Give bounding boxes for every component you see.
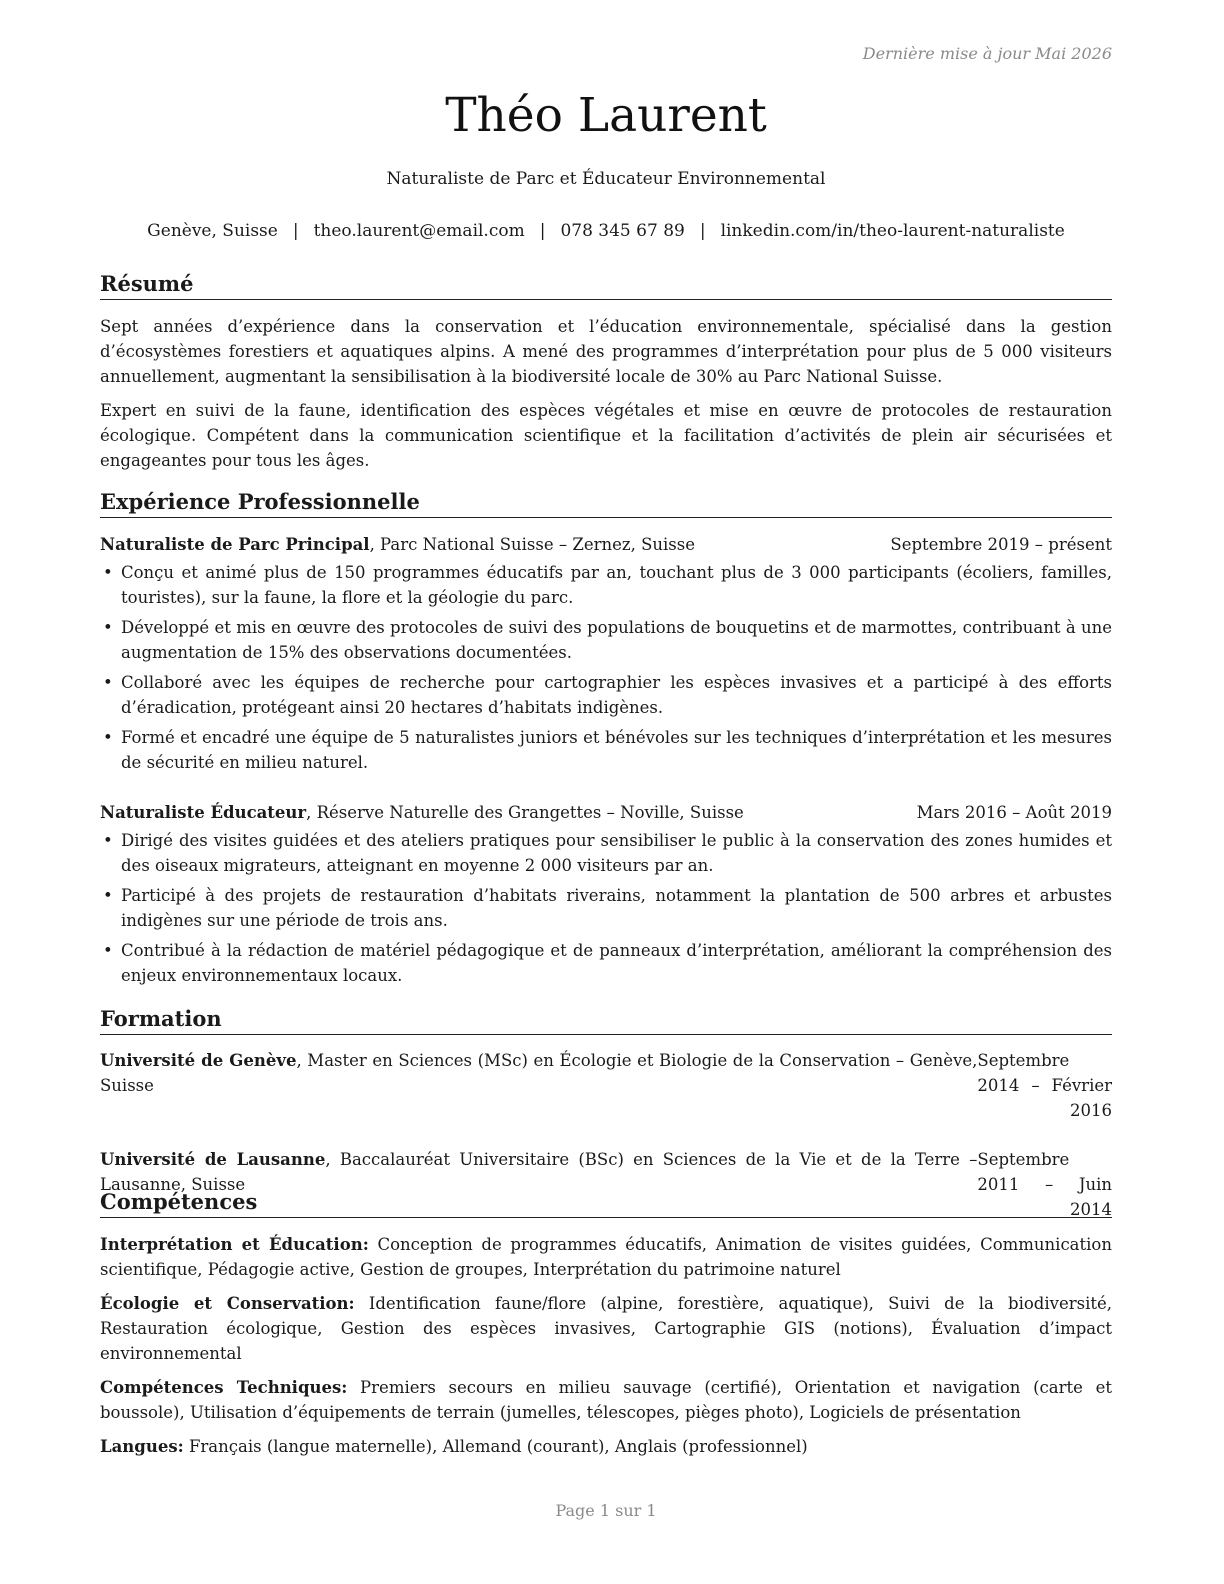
- skill-label: Écologie et Conservation:: [100, 1294, 355, 1313]
- education-dates: [977, 1048, 1112, 1123]
- education-dates-year: 2014: [1070, 1200, 1112, 1219]
- skill-row: [100, 1434, 1112, 1459]
- candidate-name: Théo Laurent: [445, 88, 767, 143]
- experience-entry: [100, 800, 1112, 993]
- job-bullets: [100, 828, 1112, 988]
- contact-separator: |: [539, 221, 546, 241]
- list-item: • Formé et encadré une équipe de 5 naturalistes juniors et bénévoles sur les techniques d’interprétation et les mesures de sécurité en milieu naturel.: [100, 725, 1112, 775]
- job-header: [100, 800, 1112, 825]
- skill-label: Langues:: [100, 1437, 184, 1456]
- job-organization: , Réserve Naturelle des Grangettes – Noville, Suisse: [306, 803, 744, 822]
- last-updated: Dernière mise à jour Mai 2026: [862, 44, 1112, 63]
- job-dates: Septembre 2019 – présent: [890, 535, 1112, 554]
- job-title-line: [100, 532, 695, 557]
- skill-row: [100, 1375, 1112, 1425]
- education-dates-line: Septembre 2014 – Février: [977, 1051, 1112, 1095]
- education-school: Université de Lausanne: [100, 1150, 326, 1169]
- resume-page: [100, 0, 1112, 1584]
- skill-label: Compétences Techniques:: [100, 1378, 348, 1397]
- page-number: Page 1 sur 1: [555, 1501, 657, 1520]
- list-item: • Conçu et animé plus de 150 programmes éducatifs par an, touchant plus de 3 000 participants (écoliers, familles, touristes), sur la faune, la flore et la géologie du parc.: [100, 560, 1112, 610]
- skill-text: Identification faune/flore (alpine, forestière, aquatique), Suivi de la biodiversité, Restauration écologique, Gestion des espèces invasives, Cartographie GIS (notions), Évaluation d’impact environnemental: [100, 1294, 1112, 1363]
- list-item: • Contribué à la rédaction de matériel pédagogique et de panneaux d’interprétation, améliorant la compréhension des enjeux environnementaux locaux.: [100, 938, 1112, 988]
- list-item: • Dirigé des visites guidées et des ateliers pratiques pour sensibiliser le public à la conservation des zones humides et des oiseaux migrateurs, atteignant en moyenne 2 000 visiteurs par an.: [100, 828, 1112, 878]
- job-title-line: [100, 800, 744, 825]
- list-item: • Collaboré avec les équipes de recherche pour cartographier les espèces invasives et a participé à des efforts d’éradication, protégeant ainsi 20 hectares d’habitats indigènes.: [100, 670, 1112, 720]
- contact-email[interactable]: theo.laurent@email.com: [313, 221, 525, 241]
- education-description: [100, 1048, 977, 1123]
- job-bullets: [100, 560, 1112, 775]
- contact-phone: 078 345 67 89: [560, 221, 685, 241]
- section-title-resume: Résumé: [100, 270, 1112, 300]
- contact-linkedin[interactable]: linkedin.com/in/theo-laurent-naturaliste: [720, 221, 1065, 241]
- list-item: • Participé à des projets de restauration d’habitats riverains, notamment la plantation de 500 arbres et arbustes indigènes sur une période de trois ans.: [100, 883, 1112, 933]
- resume-paragraph: Sept années d’expérience dans la conservation et l’éducation environnementale, spécialisé dans la gestion d’écosystèmes forestiers et aquatiques alpins. A mené des programmes d’interprétation pour plus de 5 000 visiteurs annuellement, augmentant la sensibilisation à la biodiversité locale de 30% au Parc National Suisse.: [100, 317, 1112, 386]
- skill-row: [100, 1232, 1112, 1282]
- job-dates: Mars 2016 – Août 2019: [916, 803, 1112, 822]
- job-title: Naturaliste Éducateur: [100, 803, 307, 822]
- job-subtitle: Naturaliste de Parc et Éducateur Environnemental: [386, 169, 826, 189]
- section-title-education: Formation: [100, 1005, 1112, 1035]
- skill-label: Interprétation et Éducation:: [100, 1235, 369, 1254]
- skills-section: [100, 1232, 1112, 1468]
- job-title: Naturaliste de Parc Principal: [100, 535, 370, 554]
- job-organization: , Parc National Suisse – Zernez, Suisse: [369, 535, 695, 554]
- experience-entry: [100, 532, 1112, 780]
- resume-paragraph: Expert en suivi de la faune, identification des espèces végétales et mise en œuvre de protocoles de restauration écologique. Compétent dans la communication scientifique et la facilitation d’activités de plein air sécurisées et engageantes pour tous les âges.: [100, 401, 1112, 470]
- contact-separator: |: [699, 221, 706, 241]
- list-item: • Développé et mis en œuvre des protocoles de suivi des populations de bouquetins et de marmottes, contribuant à une augmentation de 15% des observations documentées.: [100, 615, 1112, 665]
- education-dates-year: 2016: [1070, 1101, 1112, 1120]
- contact-separator: |: [292, 221, 299, 241]
- contact-line: [100, 219, 1112, 243]
- resume-section: [100, 314, 1112, 482]
- job-header: [100, 532, 1112, 557]
- section-title-experience: Expérience Professionnelle: [100, 488, 1112, 518]
- skill-text: Conception de programmes éducatifs, Animation de visites guidées, Communication scientifique, Pédagogie active, Gestion de groupes, Interprétation du patrimoine naturel: [100, 1235, 1112, 1279]
- education-degree: , Master en Sciences (MSc) en Écologie et Biologie de la Conservation – Genève, Suisse: [100, 1051, 978, 1095]
- education-entry: [100, 1048, 1112, 1123]
- skill-row: [100, 1291, 1112, 1366]
- skill-text: Premiers secours en milieu sauvage (certifié), Orientation et navigation (carte et boussole), Utilisation d’équipements de terrain (jumelles, télescopes, pièges photo), Logiciels de présentation: [100, 1378, 1112, 1422]
- contact-location: Genève, Suisse: [147, 221, 278, 241]
- education-dates-line: Septembre 2011 – Juin: [977, 1150, 1112, 1194]
- skill-text: Français (langue maternelle), Allemand (courant), Anglais (professionnel): [183, 1437, 808, 1456]
- section-title-skills: Compétences: [100, 1188, 1112, 1218]
- education-school: Université de Genève: [100, 1051, 297, 1070]
- education-degree: , Baccalauréat Universitaire (BSc) en Sciences de la Vie et de la Terre – Lausanne, Suisse: [100, 1150, 978, 1194]
